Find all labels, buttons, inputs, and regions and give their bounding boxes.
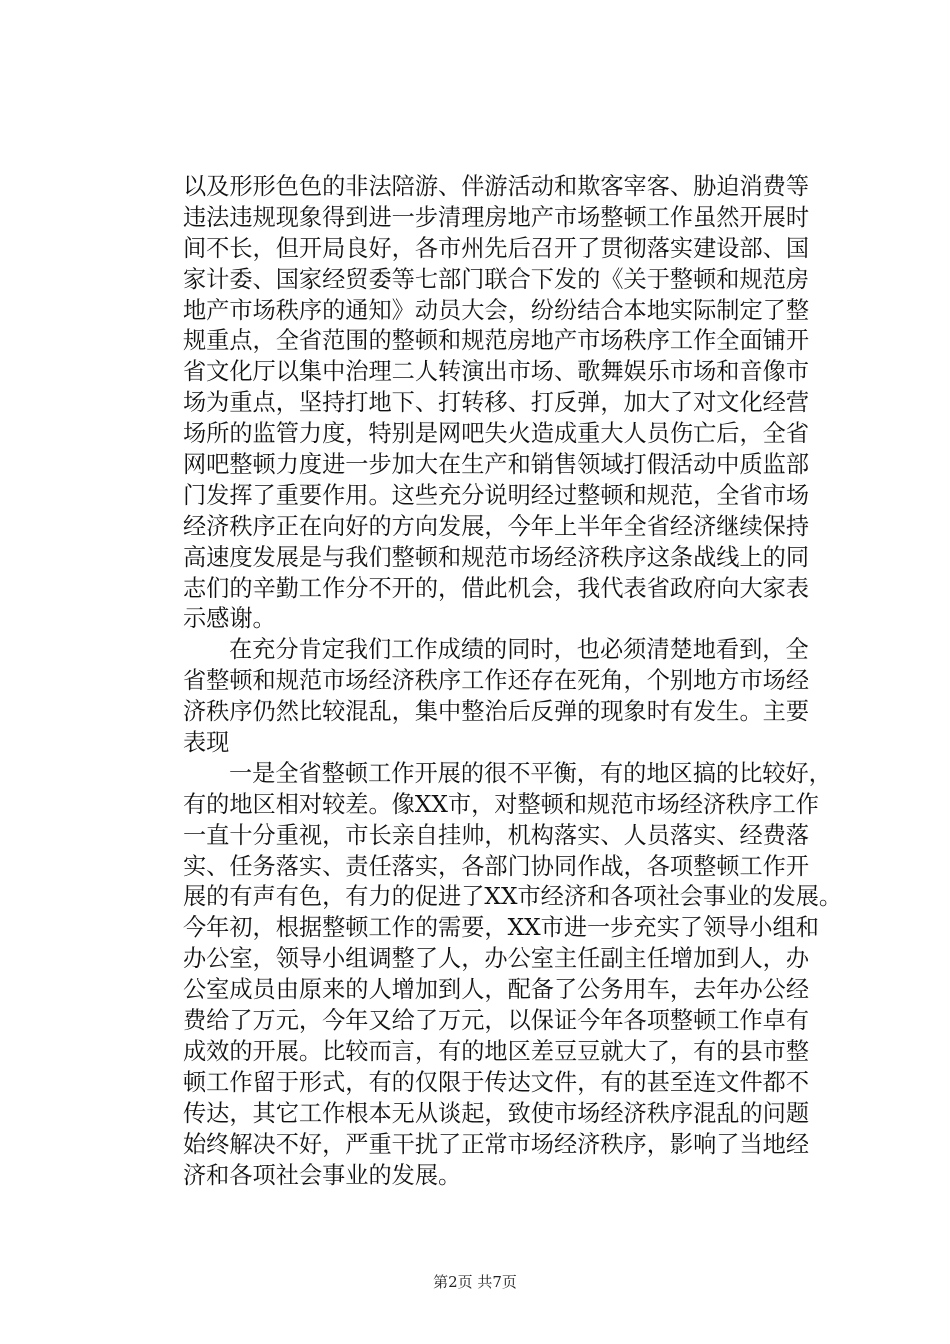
- text-line: 志们的辛勤工作分不开的，借此机会，我代表省政府向大家表: [183, 574, 810, 602]
- paragraph: [183, 172, 810, 635]
- text-line: 一是全省整顿工作开展的很不平衡，有的地区搞的比较好，: [229, 759, 832, 787]
- text-line: 示感谢。: [183, 605, 276, 633]
- text-line: 家计委、国家经贸委等七部门联合下发的《关于整顿和规范房: [183, 265, 810, 293]
- text-line: 公室成员由原来的人增加到人，配备了公务用车，去年办公经: [183, 976, 810, 1004]
- text-line: 济和各项社会事业的发展。: [183, 1161, 462, 1189]
- text-line: 地产市场秩序的通知》动员大会，纷纷结合本地实际制定了整: [183, 296, 810, 324]
- text-line: 场为重点，坚持打地下、打转移、打反弹，加大了对文化经营: [183, 389, 810, 417]
- text-line: 成效的开展。比较而言，有的地区差豆豆就大了，有的县市整: [183, 1037, 810, 1065]
- text-line: 规重点，全省范围的整顿和规范房地产市场秩序工作全面铺开: [183, 327, 810, 355]
- text-line: 在充分肯定我们工作成绩的同时，也必须清楚地看到，全: [229, 636, 809, 664]
- text-line: 间不长，但开局良好，各市州先后召开了贯彻落实建设部、国: [183, 234, 810, 262]
- text-line: 展的有声有色，有力的促进了XX市经济和各项社会事业的发展。: [183, 883, 843, 911]
- text-line: 今年初，根据整顿工作的需要，XX市进一步充实了领导小组和: [183, 914, 819, 942]
- text-line: 顿工作留于形式，有的仅限于传达文件，有的甚至连文件都不: [183, 1068, 810, 1096]
- text-line: 省整顿和规范市场经济秩序工作还存在死角，个别地方市场经: [183, 667, 810, 695]
- text-line: 违法违规现象得到进一步清理房地产市场整顿工作虽然开展时: [183, 203, 810, 231]
- text-line: 以及形形色色的非法陪游、伴游活动和欺客宰客、胁迫消费等: [183, 173, 810, 200]
- paragraph: [183, 759, 843, 1191]
- text-line: 表现: [183, 729, 230, 757]
- text-line: 办公室，领导小组调整了人，办公室主任副主任增加到人，办: [183, 945, 810, 973]
- text-line: 省文化厅以集中治理二人转演出市场、歌舞娱乐市场和音像市: [183, 358, 810, 386]
- document-body: [183, 172, 843, 1191]
- text-line: 网吧整顿力度进一步加大在生产和销售领域打假活动中质监部: [183, 451, 810, 479]
- text-line: 经济秩序正在向好的方向发展，今年上半年全省经济继续保持: [183, 512, 810, 540]
- text-line: 门发挥了重要作用。这些充分说明经过整顿和规范，全省市场: [183, 481, 810, 509]
- text-line: 传达，其它工作根本无从谈起，致使市场经济秩序混乱的问题: [183, 1099, 810, 1127]
- text-line: 实、任务落实、责任落实，各部门协同作战，各项整顿工作开: [183, 852, 810, 880]
- page-footer: 第2页 共7页: [433, 1273, 517, 1291]
- text-line: 一直十分重视，市长亲自挂帅，机构落实、人员落实、经费落: [183, 821, 810, 849]
- text-line: 费给了万元，今年又给了万元，以保证今年各项整顿工作卓有: [183, 1007, 810, 1035]
- text-line: 高速度发展是与我们整顿和规范市场经济秩序这条战线上的同: [183, 543, 810, 571]
- text-line: 场所的监管力度，特别是网吧失火造成重大人员伤亡后，全省: [183, 420, 810, 448]
- paragraph: [183, 635, 810, 759]
- text-line: 始终解决不好，严重干扰了正常市场经济秩序，影响了当地经: [183, 1130, 810, 1158]
- text-line: 有的地区相对较差。像XX市，对整顿和规范市场经济秩序工作: [183, 790, 819, 818]
- text-line: 济秩序仍然比较混乱，集中整治后反弹的现象时有发生。主要: [183, 698, 810, 726]
